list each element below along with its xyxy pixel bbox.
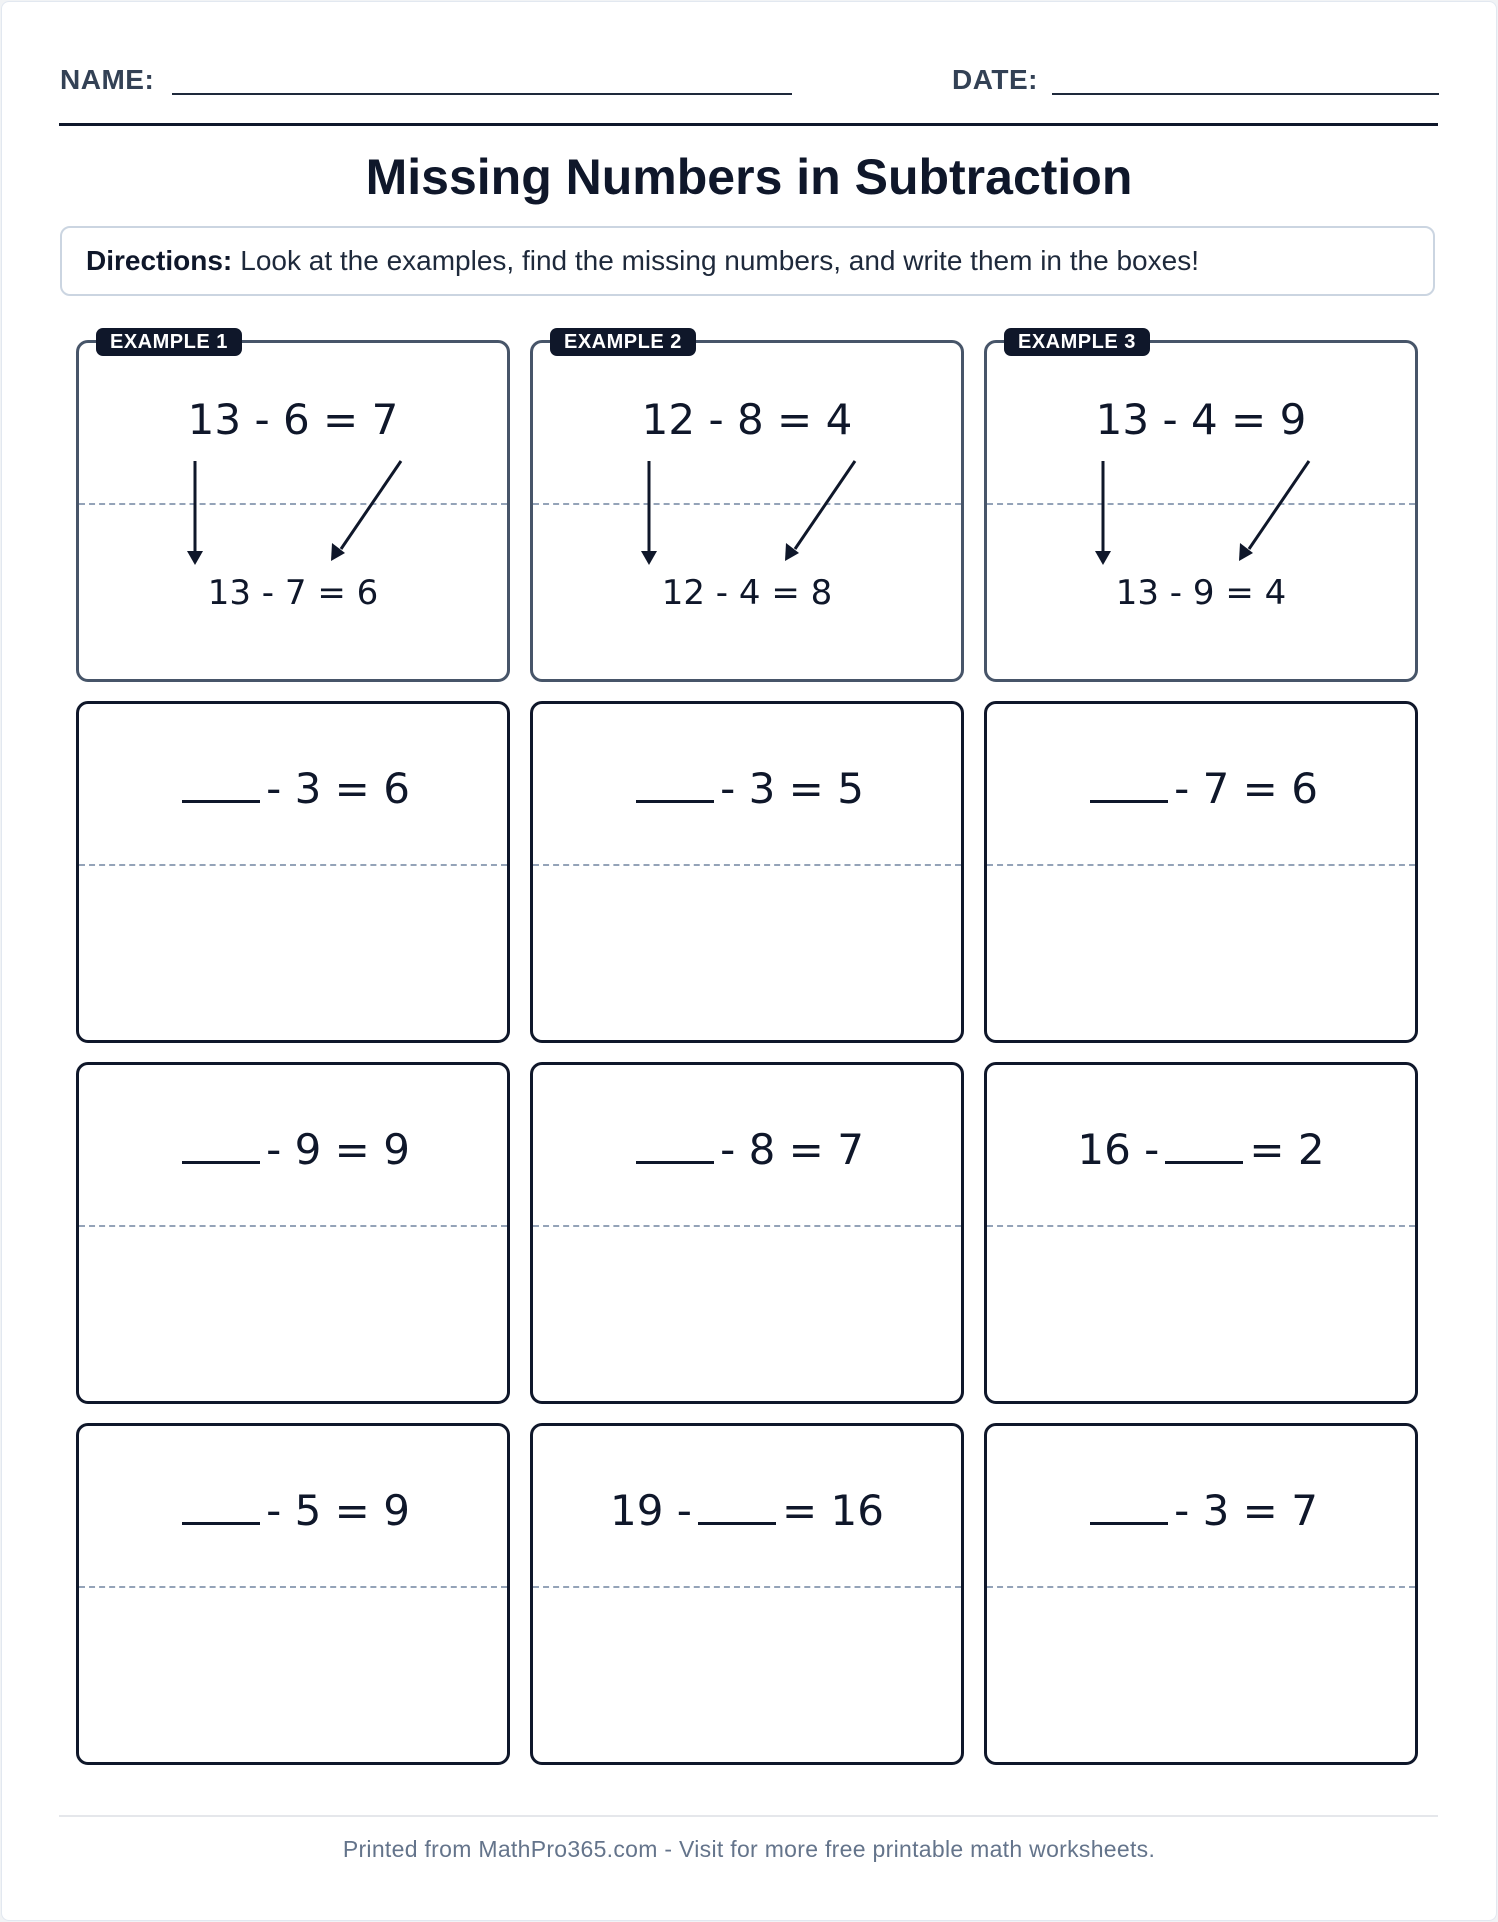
problem-equation (79, 1121, 507, 1174)
answer-blank[interactable] (1090, 760, 1168, 803)
footer-text: Printed from MathPro365.com - Visit for more free printable math worksheets. (342, 1836, 1156, 1862)
name-label: NAME: (60, 64, 155, 95)
divider-line (533, 1586, 961, 1588)
divider-line (79, 1225, 507, 1227)
problem-after: - 3 = 6 (266, 764, 410, 813)
problem-after: = 16 (781, 1486, 884, 1535)
date-line[interactable] (1052, 93, 1439, 95)
problem-equation (987, 1121, 1415, 1174)
example-equation: 13 - 6 = 7 (187, 395, 399, 444)
answer-blank[interactable] (636, 1121, 714, 1164)
answer-blank[interactable] (182, 760, 260, 803)
arrows-icon (533, 343, 967, 685)
answer-blank[interactable] (182, 1121, 260, 1164)
divider-line (987, 1586, 1415, 1588)
directions-label: Directions: (86, 245, 233, 276)
problem-after: - 9 = 9 (266, 1125, 410, 1174)
directions-box (60, 226, 1435, 296)
problem-card-3 (984, 701, 1418, 1043)
footer-divider (59, 1815, 1438, 1817)
name-line[interactable] (172, 93, 792, 95)
date-label: DATE: (952, 64, 1038, 95)
problem-card-9 (984, 1423, 1418, 1765)
problem-after: - 8 = 7 (720, 1125, 864, 1174)
problem-after: - 5 = 9 (266, 1486, 410, 1535)
example-badge-2: EXAMPLE 2 (550, 328, 696, 356)
example-related-equation: 12 - 4 = 8 (661, 573, 833, 613)
arrows-icon (987, 343, 1421, 685)
problem-card-7 (76, 1423, 510, 1765)
divider-line (533, 1225, 961, 1227)
problem-equation (533, 760, 961, 813)
problem-equation (79, 760, 507, 813)
answer-blank[interactable] (182, 1482, 260, 1525)
example-related-equation: 13 - 9 = 4 (1115, 573, 1287, 613)
problem-after: - 3 = 7 (1174, 1486, 1318, 1535)
example-badge-3: EXAMPLE 3 (1004, 328, 1150, 356)
problem-before: 19 - (610, 1486, 692, 1535)
problem-card-4 (76, 1062, 510, 1404)
problem-before: 16 - (1077, 1125, 1160, 1174)
answer-blank[interactable] (1165, 1121, 1243, 1164)
problem-after: - 3 = 5 (720, 764, 864, 813)
problem-card-8 (530, 1423, 964, 1765)
example-card-1 (76, 340, 510, 682)
example-card-3 (984, 340, 1418, 682)
answer-blank[interactable] (1090, 1482, 1168, 1525)
example-badge-1: EXAMPLE 1 (96, 328, 242, 356)
arrows-icon (79, 343, 513, 685)
header-divider (59, 123, 1438, 126)
divider-line (79, 864, 507, 866)
divider-line (987, 864, 1415, 866)
page-title: Missing Numbers in Subtraction (365, 149, 1133, 205)
problem-card-6 (984, 1062, 1418, 1404)
problem-after: - 7 = 6 (1174, 764, 1318, 813)
divider-line (533, 864, 961, 866)
answer-blank[interactable] (636, 760, 714, 803)
problem-equation (987, 760, 1415, 813)
example-card-2 (530, 340, 964, 682)
problem-card-1 (76, 701, 510, 1043)
problem-card-5 (530, 1062, 964, 1404)
problem-equation (533, 1121, 961, 1174)
divider-line (79, 1586, 507, 1588)
problem-equation (79, 1482, 507, 1535)
directions-text: Look at the examples, find the missing numbers, and write them in the boxes! (240, 245, 1199, 276)
example-equation: 12 - 8 = 4 (641, 395, 853, 444)
answer-blank[interactable] (698, 1482, 776, 1525)
problem-after: = 2 (1249, 1125, 1325, 1174)
problem-equation (533, 1482, 961, 1535)
problem-equation (987, 1482, 1415, 1535)
problem-card-2 (530, 701, 964, 1043)
example-equation: 13 - 4 = 9 (1095, 395, 1307, 444)
divider-line (987, 1225, 1415, 1227)
example-related-equation: 13 - 7 = 6 (207, 573, 379, 613)
